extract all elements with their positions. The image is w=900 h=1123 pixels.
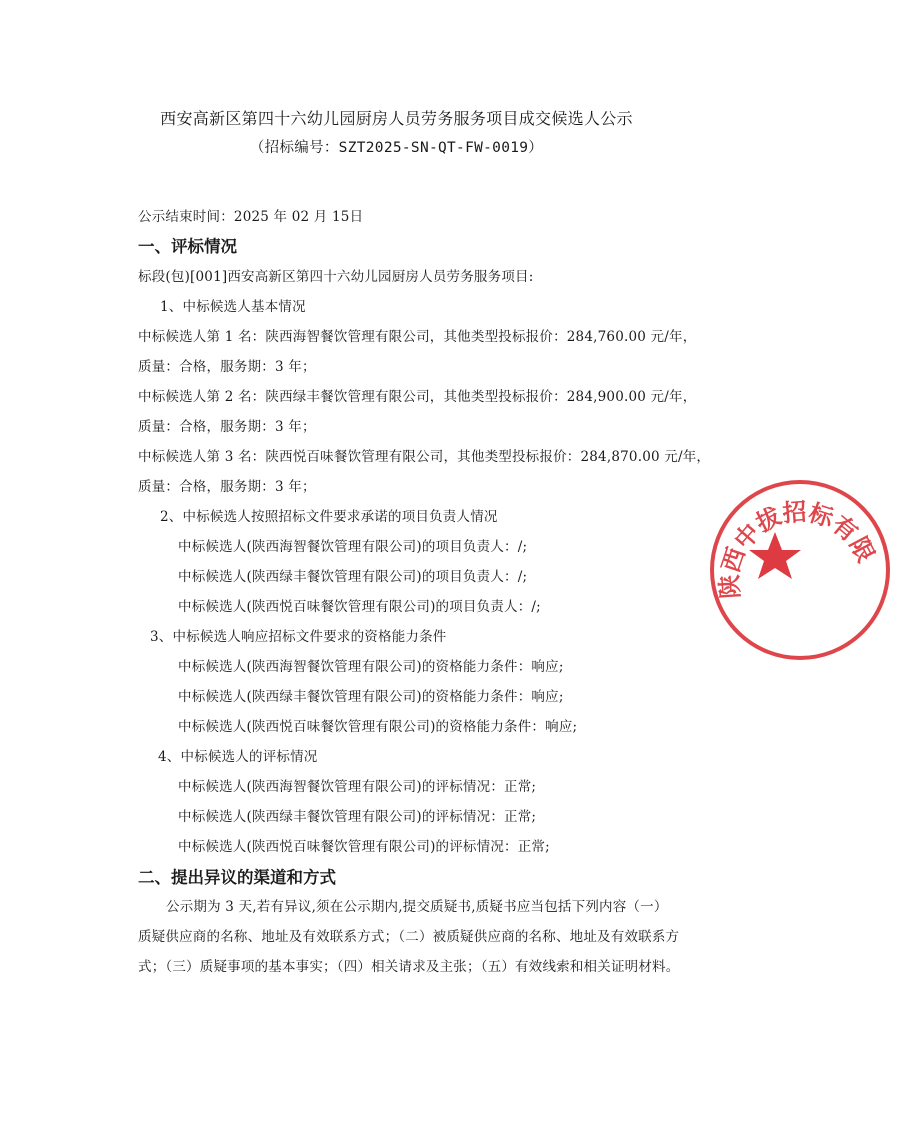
candidate-3-line2: 质量：合格，服务期：3 年； <box>138 479 316 495</box>
sub3-item-2: 中标候选人(陕西绿丰餐饮管理有限公司)的资格能力条件：响应; <box>178 689 564 705</box>
publicity-end-time: 公示结束时间：2025 年 02 月 15日 <box>138 209 364 225</box>
document-title: 西安高新区第四十六幼儿园厨房人员劳务服务项目成交候选人公示 <box>160 109 633 128</box>
objection-para-line1: 公示期为 3 天,若有异议,须在公示期内,提交质疑书,质疑书应当包括下列内容（一） <box>166 899 668 915</box>
sub3-item-3: 中标候选人(陕西悦百味餐饮管理有限公司)的资格能力条件：响应; <box>178 719 578 735</box>
candidate-1-line1: 中标候选人第 1 名：陕西海智餐饮管理有限公司，其他类型投标报价：284,760.00 元/年， <box>138 329 697 345</box>
sub2-item-2: 中标候选人(陕西绿丰餐饮管理有限公司)的项目负责人：/; <box>178 569 528 585</box>
objection-para-line2: 质疑供应商的名称、地址及有效联系方式；（二）被质疑供应商的名称、地址及有效联系方 <box>138 929 680 945</box>
sub4-item-1: 中标候选人(陕西海智餐饮管理有限公司)的评标情况：正常; <box>178 779 537 795</box>
company-seal <box>700 470 900 670</box>
sub2-item-3: 中标候选人(陕西悦百味餐饮管理有限公司)的项目负责人：/; <box>178 599 541 615</box>
sub4-title: 4、中标候选人的评标情况 <box>158 749 318 765</box>
sub1-title: 1、中标候选人基本情况 <box>160 299 306 315</box>
section-objection-heading: 二、提出异议的渠道和方式 <box>138 868 336 887</box>
seal-text: 陕西中拔招标有限 <box>714 496 881 600</box>
sub4-item-2: 中标候选人(陕西绿丰餐饮管理有限公司)的评标情况：正常; <box>178 809 537 825</box>
candidate-3-line1: 中标候选人第 3 名：陕西悦百味餐饮管理有限公司，其他类型投标报价：284,870.00 元/年， <box>138 449 711 465</box>
objection-para-line3: 式；（三）质疑事项的基本事实；（四）相关请求及主张；（五）有效线索和相关证明材料。 <box>138 959 680 975</box>
candidate-1-line2: 质量：合格，服务期：3 年； <box>138 359 316 375</box>
sub3-title: 3、中标候选人响应招标文件要求的资格能力条件 <box>150 629 447 645</box>
sub3-item-1: 中标候选人(陕西海智餐饮管理有限公司)的资格能力条件：响应; <box>178 659 564 675</box>
candidate-2-line2: 质量：合格，服务期：3 年； <box>138 419 316 435</box>
candidate-2-line1: 中标候选人第 2 名：陕西绿丰餐饮管理有限公司，其他类型投标报价：284,900.00 元/年， <box>138 389 697 405</box>
sub4-item-3: 中标候选人(陕西悦百味餐饮管理有限公司)的评标情况：正常; <box>178 839 550 855</box>
tender-number: （招标编号：SZT2025-SN-QT-FW-0019） <box>249 140 544 156</box>
svg-text:陕西中拔招标有限 <box>714 497 880 600</box>
sub2-item-1: 中标候选人(陕西海智餐饮管理有限公司)的项目负责人：/; <box>178 539 528 555</box>
lot-description: 标段(包)[001]西安高新区第四十六幼儿园厨房人员劳务服务项目: <box>138 269 534 285</box>
section-evaluation-heading: 一、评标情况 <box>138 237 237 256</box>
sub2-title: 2、中标候选人按照招标文件要求承诺的项目负责人情况 <box>160 509 498 525</box>
